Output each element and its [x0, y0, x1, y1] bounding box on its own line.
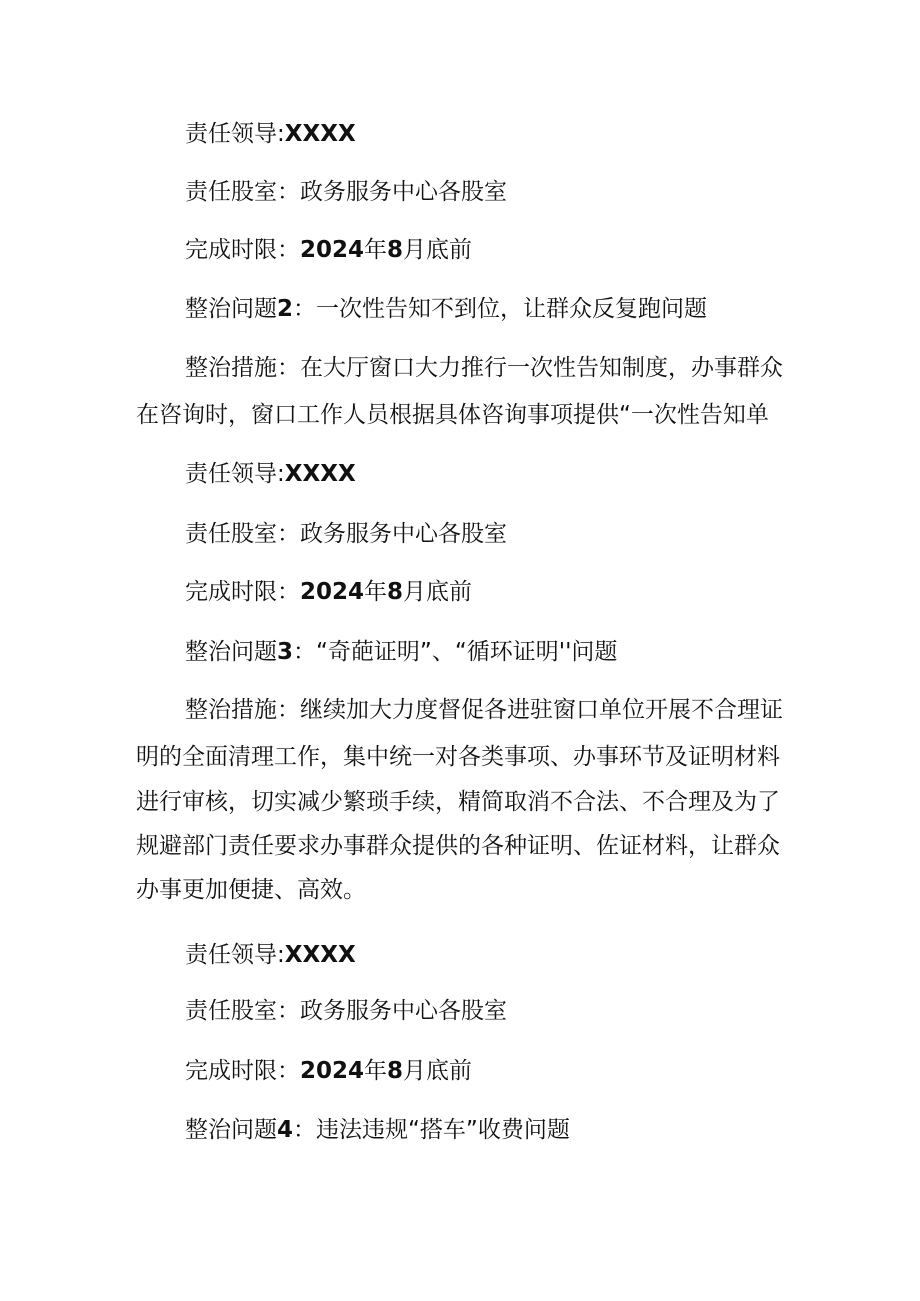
responsible-leader-line — [185, 118, 356, 150]
label: 责任领导: — [185, 121, 285, 147]
responsible-leader-line — [185, 939, 356, 971]
text: 责任股室：政务服务中心各股室 — [185, 521, 507, 547]
measure-line — [136, 741, 780, 773]
measure-line — [136, 874, 366, 906]
label: 责任领导: — [185, 461, 285, 487]
month-unit: 月底前 — [403, 237, 473, 263]
text: 明的全面清理工作，集中统一对各类事项、办事环节及证明材料 — [136, 744, 780, 770]
year: 2024 — [300, 237, 365, 263]
year-unit: 年 — [364, 1058, 388, 1084]
month: 8 — [387, 1058, 404, 1084]
year-unit: 年 — [364, 579, 388, 605]
value: XXXX — [284, 942, 356, 968]
label: 完成时限： — [185, 237, 300, 263]
text: 整治措施：继续加大力度督促各进驻窗口单位开展不合理证 — [185, 697, 783, 723]
text: 办事更加便捷、高效。 — [136, 877, 366, 903]
issue-number: 4 — [277, 1117, 294, 1143]
responsible-office-line — [185, 518, 507, 550]
measure-line — [185, 352, 783, 384]
measure-line — [185, 694, 783, 726]
text: 整治措施：在大厅窗口大力推行一次性告知制度，办事群众 — [185, 355, 783, 381]
deadline-line — [185, 576, 472, 608]
text: 责任股室：政务服务中心各股室 — [185, 179, 507, 205]
deadline-line — [185, 1055, 472, 1087]
month-unit: 月底前 — [403, 1058, 473, 1084]
issue-text: ：违法违规“搭车”收费问题 — [293, 1117, 570, 1143]
issue-number: 3 — [277, 639, 294, 665]
month: 8 — [387, 579, 404, 605]
responsible-leader-line — [185, 458, 356, 490]
label: 责任领导: — [185, 942, 285, 968]
measure-line — [136, 786, 780, 818]
value: XXXX — [284, 121, 356, 147]
year: 2024 — [300, 579, 365, 605]
label: 完成时限： — [185, 1058, 300, 1084]
issue-line — [185, 636, 617, 668]
label: 整治问题 — [185, 1117, 277, 1143]
year: 2024 — [300, 1058, 365, 1084]
issue-text: ：“奇葩证明”、“循环证明''问题 — [293, 639, 618, 665]
issue-line — [185, 1114, 570, 1146]
year-unit: 年 — [364, 237, 388, 263]
deadline-line — [185, 234, 472, 266]
label: 整治问题 — [185, 639, 277, 665]
text: 在咨询时，窗口工作人员根据具体咨询事项提供“一次性告知单 — [136, 402, 769, 428]
label: 整治问题 — [185, 296, 277, 322]
measure-line — [136, 399, 769, 431]
measure-line — [136, 830, 780, 862]
responsible-office-line — [185, 995, 507, 1027]
responsible-office-line — [185, 176, 507, 208]
month-unit: 月底前 — [403, 579, 473, 605]
month: 8 — [387, 237, 404, 263]
text: 进行审核，切实减少繁琐手续，精简取消不合法、不合理及为了 — [136, 789, 780, 815]
issue-line — [185, 293, 707, 325]
text: 规避部门责任要求办事群众提供的各种证明、佐证材料，让群众 — [136, 833, 780, 859]
issue-number: 2 — [277, 296, 294, 322]
value: XXXX — [284, 461, 356, 487]
issue-text: ：一次性告知不到位，让群众反复跑问题 — [293, 296, 708, 322]
label: 完成时限： — [185, 579, 300, 605]
text: 责任股室：政务服务中心各股室 — [185, 998, 507, 1024]
